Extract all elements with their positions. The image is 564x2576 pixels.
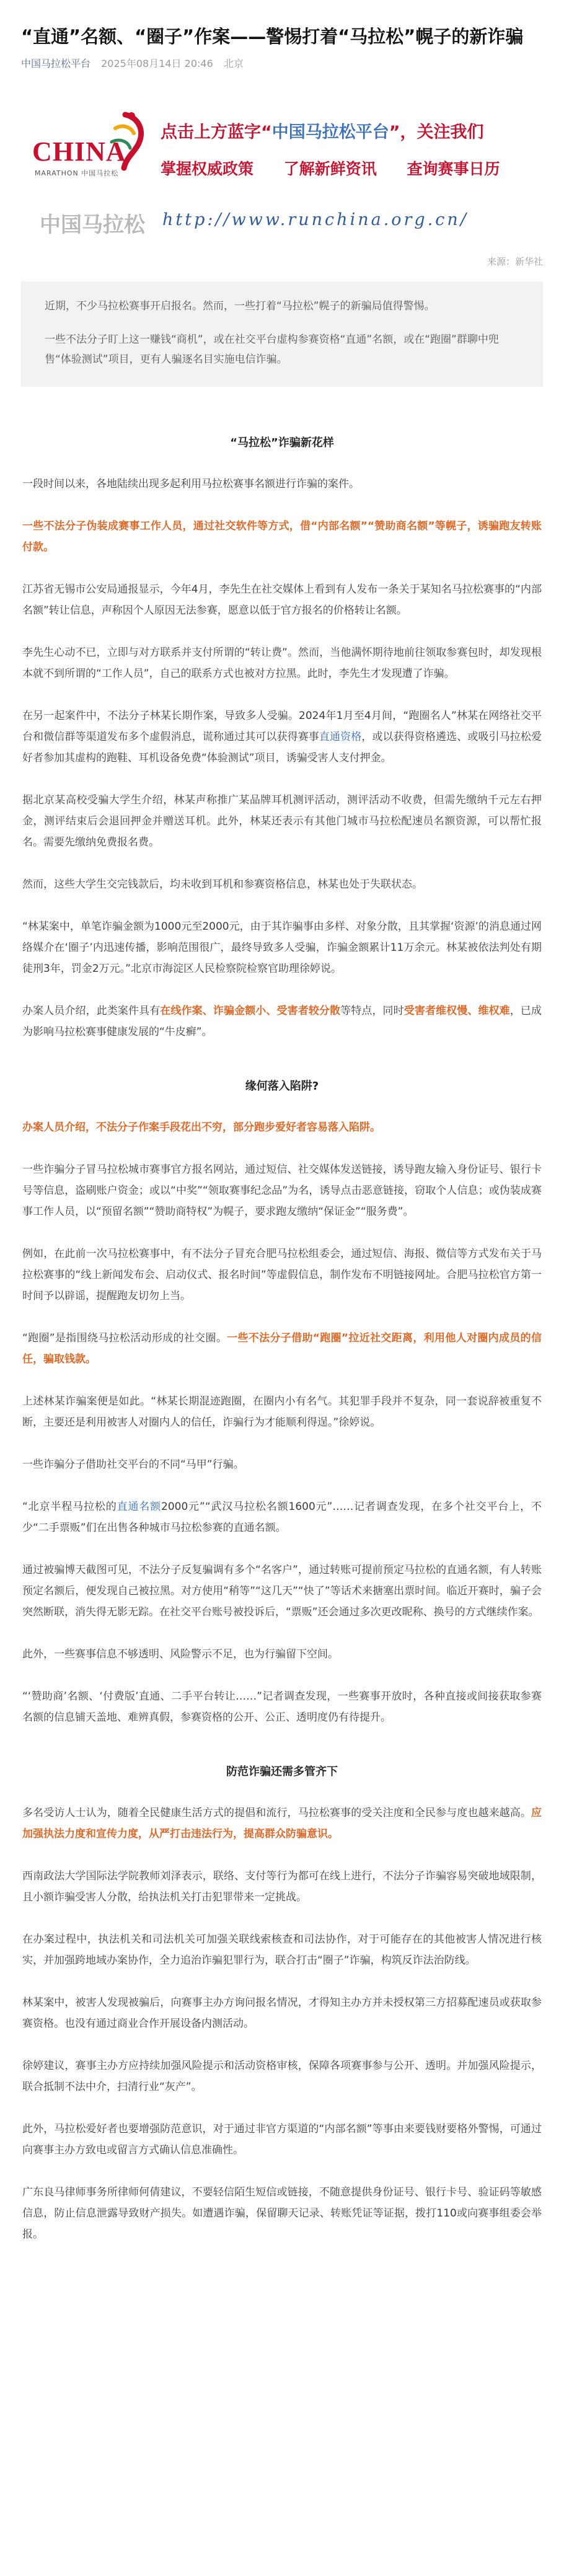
text-run: 多名受访人士认为，随着全民健康生活方式的提倡和流行，马拉松赛事的受关注度和全民参与度也越来越高。 <box>22 1807 531 1819</box>
body-paragraph: 此外，一些赛事信息不够透明、风险警示不足，也为行骗留下空间。 <box>22 1648 338 1661</box>
promo-banner <box>21 86 543 247</box>
body-paragraph: 此外，马拉松爱好者也要增强防范意识，对于通过非官方渠道的“内部名额”等事由来要钱财要格外警惕，可通过向赛事主办方致电或留言方式确认信息准确性。 <box>22 2123 542 2156</box>
text-run: 在另一起案件中，不法分子林某长期作案，导致多人受骗。2024年1月至4月间，“跑圈名人”林某在网络社交平台和微信群等渠道发布多个虚假消息，谎称通过其可以获得赛事 <box>22 710 542 743</box>
body-paragraph <box>22 1328 542 1370</box>
body-paragraph: 通过被骗博天截图可见，不法分子反复骗调有多个“名客户”，通过转账可提前预定马拉松的直通名额，有人转账预定名额后，便发现自己被拉黑。对方使用“稍等”“这几天”“快了”等话术来搪塞出票时间。临近开赛时，骗子会突然断联，消失得无影无踪。在社交平台账号被投诉后，“票贩”还会通过多次更改昵称、换号的方式继续作案。 <box>22 1564 542 1618</box>
highlight-paragraph: 一些不法分子伪装成赛事工作人员，通过社交软件等方式，借“内部名额”“赞助商名额”等幌子，诱骗跑友转账付款。 <box>22 520 542 554</box>
body-paragraph: 徐婷建议，赛事主办方应持续加强风险提示和活动资格审核，保障各项赛事参与公开、透明。并加强风险提示，联合抵制不法中介，扫清行业“灰产”。 <box>22 2060 542 2093</box>
body-paragraph: 一些诈骗分子冒马拉松城市赛事官方报名网站，通过短信、社交媒体发送链接，诱导跑友输入身份证号、银行卡号等信息，盗刷账户资金；或以“中奖”“领取赛事纪念品”为名，诱导点击恶意链接，窃取个人信息；或伪装成赛事工作人员，以“预留名额”“赞助商特权”为幌子，要求跑友缴纳“保证金”“服务费”。 <box>22 1163 542 1218</box>
body-paragraph <box>22 1802 542 1845</box>
text-run: 办案人员介绍，此类案件具有 <box>22 1005 161 1017</box>
text-run: “跑圈”是指围绕马拉松活动形成的社交圈。 <box>22 1332 227 1344</box>
text-run: 2000元”“武汉马拉松名额1600元”……记者调查发现，在多个社交平台上，不少“二手票贩”们在出售各种城市马拉松参赛的直通名额。 <box>22 1501 542 1534</box>
lead-paragraph: 近期，不少马拉松赛事开启报名。然而，一些打着“马拉松”幌子的新骗局值得警惕。 <box>45 300 435 312</box>
body-paragraph: 在办案过程中，执法机关和司法机关可加强关联线索核查和司法协作，对于可能存在的其他被害人情况进行核实，并加强跨地域办案协作，全力追治诈骗犯罪行为，联合打击“圈子”诈骗，构筑反诈法治防线。 <box>22 1933 542 1967</box>
text-run: 等特点，同时 <box>340 1005 404 1017</box>
body-paragraph: 西南政法大学国际法学院教师刘泽表示，联络、支付等行为都可在线上进行，不法分子诈骗容易突破地域限制，且小额诈骗受害人分散，给执法机关打击犯罪带来一定挑战。 <box>22 1870 542 1903</box>
follow-call-to-action <box>161 118 484 143</box>
lead-summary-box <box>21 281 543 387</box>
logo-subtitle: MARATHON 中国马拉松 <box>35 169 119 177</box>
banner-taglines <box>161 157 524 179</box>
highlight-text: 应加强执法力度和宣传力度，从严打击违法行为，提高群众防骗意识。 <box>22 1807 542 1840</box>
body-paragraph: 广东良马律师事务所律师何倩建议，不要轻信陌生短信或链接，不随意提供身份证号、银行卡号、验证码等敏感信息，防止信息泄露导致财产损失。如遭遇诈骗，保留聊天记录、转账凭证等证据，拨打110或向赛事组委会举报。 <box>22 2186 542 2241</box>
body-paragraph: “‘赞助商’名额、‘付费版’直通、二手平台转让……”记者调查发现，一些赛事开放时，各种直接或间接获取参赛名额的信息铺天盖地、难辨真假，参赛资格的公开、公正、透明度仍有待提升。 <box>22 1690 542 1724</box>
highlight-text: 一些不法分子借助“跑圈”拉近社交距离，利用他人对圈内成员的信任，骗取钱款。 <box>22 1332 542 1365</box>
article-title: “直通”名额、“圈子”作案——警惕打着“马拉松”幌子的新诈骗 <box>21 26 524 47</box>
body-paragraph: 上述林某诈骗案便是如此。“林某长期混迹跑圈，在圈内小有名气。其犯罪手段并不复杂，同一套说辞被重复不断，主要还是利用被害人对圈内人的信任，诈骗行为才能顺利得逞。”徐婷说。 <box>22 1395 542 1429</box>
cta-prefix: 点击上方蓝字“ <box>161 123 272 142</box>
tagline-news: 了解新鲜资讯 <box>283 160 377 178</box>
publish-location: 北京 <box>223 58 244 69</box>
publish-date: 2025年08月14日 20:46 <box>101 58 213 69</box>
keyword-link[interactable]: 直通名额 <box>117 1501 162 1513</box>
quote-paragraph: “林某案中，单笔诈骗金额为1000元至2000元，由于其诈骗事由多样、对象分散，且其掌握‘资源’的消息通过网络媒介在‘圈子’内迅速传播，影响范围很广，最终导致多人受骗，诈骗金额累计11万余元。林某被依法判处有期徒刑3年，罚金2万元。”北京市海淀区人民检察院检察官助理徐婷说。 <box>22 920 542 975</box>
cta-suffix: ”，关注我们 <box>389 123 484 142</box>
banner-brand-text: 中国马拉松 <box>40 213 145 237</box>
highlight-text: 在线作案、诈骗金额小、受害者较分散 <box>160 1005 341 1017</box>
highlight-text: 受害者维权慢、维权难 <box>403 1005 510 1017</box>
section-heading: 防范诈骗还需多管齐下 <box>226 1765 338 1778</box>
section-heading: “马拉松”诈骗新花样 <box>230 436 334 449</box>
body-paragraph: 然而，这些大学生交完钱款后，均未收到耳机和参赛资格信息，林某也处于失联状态。 <box>22 878 423 891</box>
logo-wordmark: CHINA <box>32 136 126 167</box>
body-paragraph: 一段时间以来，各地陆续出现多起利用马拉松赛事名额进行诈骗的案件。 <box>22 478 359 490</box>
body-paragraph: 一些诈骗分子借助社交平台的不同“马甲”行骗。 <box>22 1458 244 1471</box>
china-marathon-logo <box>32 111 150 192</box>
text-run: “北京半程马拉松的 <box>22 1501 117 1513</box>
section-heading: 缘何落入陷阱? <box>245 1080 319 1093</box>
account-name-link[interactable]: 中国马拉松平台 <box>21 58 91 69</box>
banner-url: http://www.runchina.org.cn/ <box>162 210 469 229</box>
body-paragraph <box>22 1000 542 1043</box>
body-paragraph: 江苏省无锡市公安局通报显示，今年4月，李先生在社交媒体上看到有人发布一条关于某知名马拉松赛事的“内部名额”转让信息，声称因个人原因无法参赛，愿意以低于官方报名的价格转让名额。 <box>22 583 542 617</box>
text-run: ，已成为影响马拉松赛事健康发展的“牛皮癣”。 <box>22 1005 542 1038</box>
text-run: ，或以获得资格遴选、或吸引马拉松爱好者参加其虚构的跑鞋、耳机设备免费“体验测试”项目，诱骗受害人支付押金。 <box>22 731 542 764</box>
tagline-policy: 掌握权威政策 <box>161 160 254 178</box>
article-source: 来源：新华社 <box>487 256 543 267</box>
tagline-calendar: 查询赛事日历 <box>407 160 500 178</box>
body-paragraph <box>22 705 542 769</box>
article-meta <box>21 56 543 70</box>
body-paragraph <box>22 1496 542 1538</box>
cta-account-name: 中国马拉松平台 <box>271 123 389 142</box>
body-paragraph: 例如，在此前一次马拉松赛事中，有不法分子冒充合肥马拉松组委会，通过短信、海报、微信等方式发布关于马拉松赛事的“线上新闻发布会、启动仪式、报名时间”等虚假信息，制作发布不明链接网址。合肥马拉松官方第一时间予以辟谣，提醒跑友切勿上当。 <box>22 1248 542 1302</box>
body-paragraph: 李先生心动不已，立即与对方联系并支付所谓的“转让费”。然而，当他满怀期待地前往领取参赛包时，却发现根本就不到所谓的“工作人员”，自己的联系方式也被对方拉黑。此时，李先生才发现遭了诈骗。 <box>22 646 542 680</box>
lead-paragraph: 一些不法分子盯上这一赚钱“商机”，或在社交平台虚构参赛资格“直通”名额，或在“跑圈”群聊中兜售“体验测试”项目，更有人骗逐名目实施电信诈骗。 <box>45 333 499 366</box>
body-paragraph: 据北京某高校受骗大学生介绍，林某声称推广某品牌耳机测评活动，测评活动不收费，但需先缴纳千元左右押金，测评结束后会退回押金并赠送耳机。此外，林某还表示有其他门城市马拉松配速员名额资源，可以帮忙报名。需要先缴纳免费报名费。 <box>22 794 542 849</box>
body-paragraph: 林某案中，被害人发现被骗后，向赛事主办方询问报名情况，才得知主办方并未授权第三方招募配速员或获取参赛资格。也没有通过商业合作开展设备内测活动。 <box>22 1996 542 2030</box>
keyword-link[interactable]: 直通资格 <box>319 731 362 743</box>
highlight-paragraph: 办案人员介绍，不法分子作案手段花出不穷，部分跑步爱好者容易落入陷阱。 <box>22 1121 381 1134</box>
